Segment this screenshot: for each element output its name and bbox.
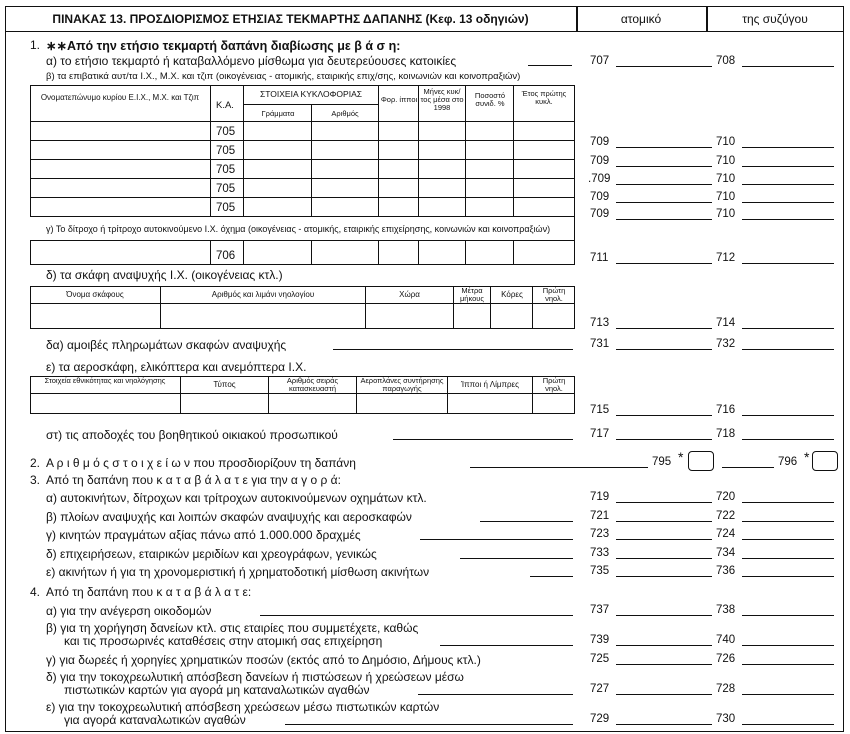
car-col-letters: Γράμματα <box>261 109 295 118</box>
item-4d-label-cont: πιστωτικών καρτών για αγορά μη καταναλωτικών αγαθών <box>64 683 370 697</box>
item-1d-label: δ) τα σκάφη αναψυχής Ι.Χ. (οικογένειας κτλ.) <box>46 268 283 282</box>
item-3e-label: ε) ακινήτων ή για τη χρονομεριστική ή χρηματοδοτική μίσθωση ακινήτων <box>46 565 430 579</box>
field-729[interactable] <box>616 724 712 725</box>
header-divider <box>576 6 578 32</box>
field-738[interactable] <box>742 615 834 616</box>
row-border <box>574 216 575 240</box>
field-709[interactable] <box>616 147 712 148</box>
leader-line <box>260 615 573 616</box>
leader-line <box>418 694 573 695</box>
field-719[interactable] <box>616 502 712 503</box>
code-721: 721 <box>590 510 610 522</box>
air-col-weight: Αεροπλάνες συντήρησης παραγωγής <box>360 376 444 393</box>
field-731[interactable] <box>616 349 712 350</box>
code-737: 737 <box>590 604 610 616</box>
code-711: 711 <box>590 252 609 264</box>
field-717[interactable] <box>616 439 712 440</box>
code-733: 733 <box>590 547 610 559</box>
field-710[interactable] <box>742 202 834 203</box>
car-col-owner: Ονοματεπώνυμο κυρίου Ε.Ι.Χ., Μ.Χ. και Τζιπ <box>40 93 200 102</box>
item-4g-label: γ) για δωρεές ή χορηγίες χρηματικών ποσών (εκτός από το Δημόσιο, Δήμους κτλ.) <box>46 653 481 667</box>
header-divider <box>706 6 708 32</box>
air-col-type: Τύπος <box>213 380 236 389</box>
code-712: 712 <box>716 252 736 264</box>
leader-line <box>528 65 572 66</box>
leader-line <box>460 558 573 559</box>
field-735[interactable] <box>616 576 712 577</box>
field-728[interactable] <box>742 694 834 695</box>
boat-col-length: Μέτρα μήκους <box>459 286 485 303</box>
car-col-year: Έτος πρώτης κυκλ. <box>521 89 567 106</box>
leader-line <box>530 576 573 577</box>
code-710: 710 <box>716 173 736 185</box>
code-736: 736 <box>716 565 736 577</box>
boat-col-registry: Αριθμός και λιμάνι νηολογίου <box>211 290 315 299</box>
field-714[interactable] <box>742 328 834 329</box>
code-732: 732 <box>716 338 736 350</box>
field-732[interactable] <box>742 349 834 350</box>
field-709[interactable] <box>616 184 712 185</box>
count-box-796[interactable] <box>812 451 838 471</box>
code-719: 719 <box>590 491 610 503</box>
item-1da-label: δα) αμοιβές πληρωμάτων σκαφών αναψυχής <box>46 338 287 352</box>
leader-line <box>420 539 573 540</box>
boat-col-space: Χώρα <box>399 290 420 299</box>
code-717: 717 <box>590 428 610 440</box>
item-1b-label: β) τα επιβατικά αυτ/τα Ι.Χ., Μ.Χ. και τζιπ (οικογένειας - ατομικής, εταιρικής επιχ/σης, κοινωνιών και κοινοπραξιών) <box>46 71 521 82</box>
field-739[interactable] <box>616 645 712 646</box>
field-723[interactable] <box>616 539 712 540</box>
item-4b-label-cont: και τις προσωρινές καταθέσεις στην ατομική σας επιχείρηση <box>64 634 383 648</box>
field-711[interactable] <box>616 263 712 264</box>
code-796: 796 <box>778 456 798 468</box>
code-722: 722 <box>716 510 736 522</box>
boat-col-first: Πρώτη νηολ. <box>542 286 566 303</box>
code-715: 715 <box>590 404 610 416</box>
item-3d-label: δ) επιχειρήσεων, εταιρικών μεριδίων και χρεογράφων, γενικώς <box>46 547 377 561</box>
item-1e-label: ε) τα αεροσκάφη, ελικόπτερα και ανεμόπτερα Ι.Χ. <box>46 360 307 374</box>
code-716: 716 <box>716 404 736 416</box>
code-740: 740 <box>716 634 736 646</box>
item-4e-label-cont: για αγορά καταναλωτικών αγαθών <box>64 713 246 727</box>
code-709: 709 <box>590 208 610 220</box>
section-4-label: Από τη δαπάνη που κ α τ α β ά λ α τ ε: <box>46 585 252 599</box>
field-730[interactable] <box>742 724 834 725</box>
star-mark: * <box>678 449 684 465</box>
code-718: 718 <box>716 428 736 440</box>
field-740[interactable] <box>742 645 834 646</box>
field-715[interactable] <box>616 415 712 416</box>
code-724: 724 <box>716 528 736 540</box>
item-4d-label: δ) για την τοκοχρεωλυτική απόσβεση δανείων ή πιστώσεων ή χρεώσεων μέσω <box>46 670 464 684</box>
column-header-personal: ατομικό <box>576 6 706 32</box>
leader-line <box>333 349 573 350</box>
section-1-number: 1. <box>30 38 41 52</box>
field-708[interactable] <box>742 66 834 67</box>
field-710[interactable] <box>742 166 834 167</box>
car-col-percent: Ποσοστό συνιδ. % <box>474 91 506 108</box>
air-col-hp: Ίπποι ή Λίμπρες <box>461 380 519 389</box>
field-726[interactable] <box>742 664 834 665</box>
section-2-label: Α ρ ι θ μ ό ς σ τ ο ι χ ε ί ω ν που προσδιορίζουν τη δαπάνη <box>46 456 356 470</box>
item-3g-label: γ) κινητών πραγμάτων αξίας πάνω από 1.000.000 δραχμές <box>46 528 361 542</box>
field-724[interactable] <box>742 539 834 540</box>
field-707[interactable] <box>616 66 712 67</box>
boat-col-berths: Κόρες <box>501 290 523 299</box>
leader-line <box>285 724 573 725</box>
star-mark: * <box>804 449 810 465</box>
field-709[interactable] <box>616 166 712 167</box>
code-730: 730 <box>716 713 736 725</box>
leader-line <box>393 439 573 440</box>
boat-col-name: Όνομα σκάφους <box>66 290 124 299</box>
field-718[interactable] <box>742 439 834 440</box>
item-4e-label: ε) για την τοκοχρεωλυτική απόσβεση χρεώσεων μέσω πιστωτικών καρτών <box>46 700 440 714</box>
code-709: 709 <box>590 191 610 203</box>
field-733[interactable] <box>616 558 712 559</box>
code-720: 720 <box>716 491 736 503</box>
section-3-label: Από τη δαπάνη που κ α τ α β ά λ α τ ε για την α γ ο ρ ά: <box>46 473 341 487</box>
code-728: 728 <box>716 683 736 695</box>
code-738: 738 <box>716 604 736 616</box>
form-title: ΠΙΝΑΚΑΣ 13. ΠΡΟΣΔΙΟΡΙΣΜΟΣ ΕΤΗΣΙΑΣ ΤΕΚΜΑΡΤΗΣ ΔΑΠΑΝΗΣ (Κεφ. 13 οδηγιών) <box>5 6 576 32</box>
column-header-spouse: της συζύγου <box>706 6 844 32</box>
code-709: .709 <box>588 173 611 185</box>
code-723: 723 <box>590 528 610 540</box>
field-737[interactable] <box>616 615 712 616</box>
car-ka-705: 705 <box>216 145 236 157</box>
code-709: 709 <box>590 136 610 148</box>
code-735: 735 <box>590 565 610 577</box>
code-714: 714 <box>716 317 736 329</box>
car-col-hp: Φορ. ίπποι <box>380 95 418 104</box>
leader-line <box>440 645 573 646</box>
code-739: 739 <box>590 634 610 646</box>
item-1st-label: στ) τις αποδοχές του βοηθητικού οικιακού προσωπικού <box>46 428 338 442</box>
item-1a-label: α) το ετήσιο τεκμαρτό ή καταβαλλόμενο μίσθωμα για δευτερεύουσες κατοικίες <box>46 54 457 68</box>
leader-line <box>722 467 774 468</box>
field-727[interactable] <box>616 694 712 695</box>
field-709[interactable] <box>616 219 712 220</box>
code-710: 710 <box>716 155 736 167</box>
field-725[interactable] <box>616 664 712 665</box>
item-3a-label: α) αυτοκινήτων, δίτροχων και τρίτροχων αυτοκινούμενων οχημάτων κτλ. <box>46 491 427 505</box>
row-border <box>30 240 575 241</box>
code-729: 729 <box>590 713 610 725</box>
car-col-traffic: ΣΤΟΙΧΕΙΑ ΚΥΚΛΟΦΟΡΙΑΣ <box>260 89 362 99</box>
code-710: 710 <box>716 136 736 148</box>
car-ka-705: 705 <box>216 126 236 138</box>
field-709[interactable] <box>616 202 712 203</box>
field-712[interactable] <box>742 263 834 264</box>
leader-line <box>470 467 648 468</box>
air-col-nation: Στοιχεία εθνικότητας και νηολόγησης <box>44 376 166 385</box>
moto-ka-706: 706 <box>216 250 236 262</box>
field-734[interactable] <box>742 558 834 559</box>
field-720[interactable] <box>742 502 834 503</box>
item-1g-label: γ) Το δίτροχο ή τρίτροχο αυτοκινούμενο Ι.Χ. όχημα (οικογένειας - ατομικής, εταιρικής επιχείρησης, κοινωνιών και κοινοπραξιών) <box>46 224 551 234</box>
section-4-number: 4. <box>30 585 41 599</box>
item-4a-label: α) για την ανέγερση οικοδομών <box>46 604 212 618</box>
car-col-months: Μήνες κυκ/τος μέσα στο 1998 <box>420 87 464 112</box>
code-734: 734 <box>716 547 736 559</box>
code-707: 707 <box>590 55 610 67</box>
air-col-first: Πρώτη νηολ. <box>542 376 566 393</box>
field-710[interactable] <box>742 147 834 148</box>
section-2-number: 2. <box>30 456 41 470</box>
air-col-serial: Αριθμός σειράς κατασκευαστή <box>286 376 339 393</box>
item-4b-label: β) για τη χορήγηση δανείων κτλ. στις εταιρίες που συμμετέχετε, καθώς <box>46 621 419 635</box>
field-710[interactable] <box>742 219 834 220</box>
field-722[interactable] <box>742 521 834 522</box>
car-ka-705: 705 <box>216 183 236 195</box>
code-727: 727 <box>590 683 610 695</box>
leader-line <box>480 521 573 522</box>
code-708: 708 <box>716 55 736 67</box>
field-713[interactable] <box>616 328 712 329</box>
car-ka-705: 705 <box>216 202 236 214</box>
code-710: 710 <box>716 208 736 220</box>
field-716[interactable] <box>742 415 834 416</box>
field-736[interactable] <box>742 576 834 577</box>
code-725: 725 <box>590 653 610 665</box>
car-col-number: Αριθμός <box>331 109 359 118</box>
code-709: 709 <box>590 155 610 167</box>
code-731: 731 <box>590 338 610 350</box>
section-1-title: ∗∗Από την ετήσιο τεκμαρτή δαπάνη διαβίωσης με β ά σ η: <box>46 39 401 53</box>
section-3-number: 3. <box>30 473 41 487</box>
field-721[interactable] <box>616 521 712 522</box>
code-710: 710 <box>716 191 736 203</box>
code-713: 713 <box>590 317 610 329</box>
count-box-795[interactable] <box>688 451 714 471</box>
item-3b-label: β) πλοίων αναψυχής και λοιπών σκαφών αναψυχής και αεροσκαφών <box>46 510 412 524</box>
car-col-ka: Κ.Α. <box>216 100 234 111</box>
field-710[interactable] <box>742 184 834 185</box>
code-726: 726 <box>716 653 736 665</box>
car-ka-705: 705 <box>216 164 236 176</box>
code-795: 795 <box>652 456 672 468</box>
